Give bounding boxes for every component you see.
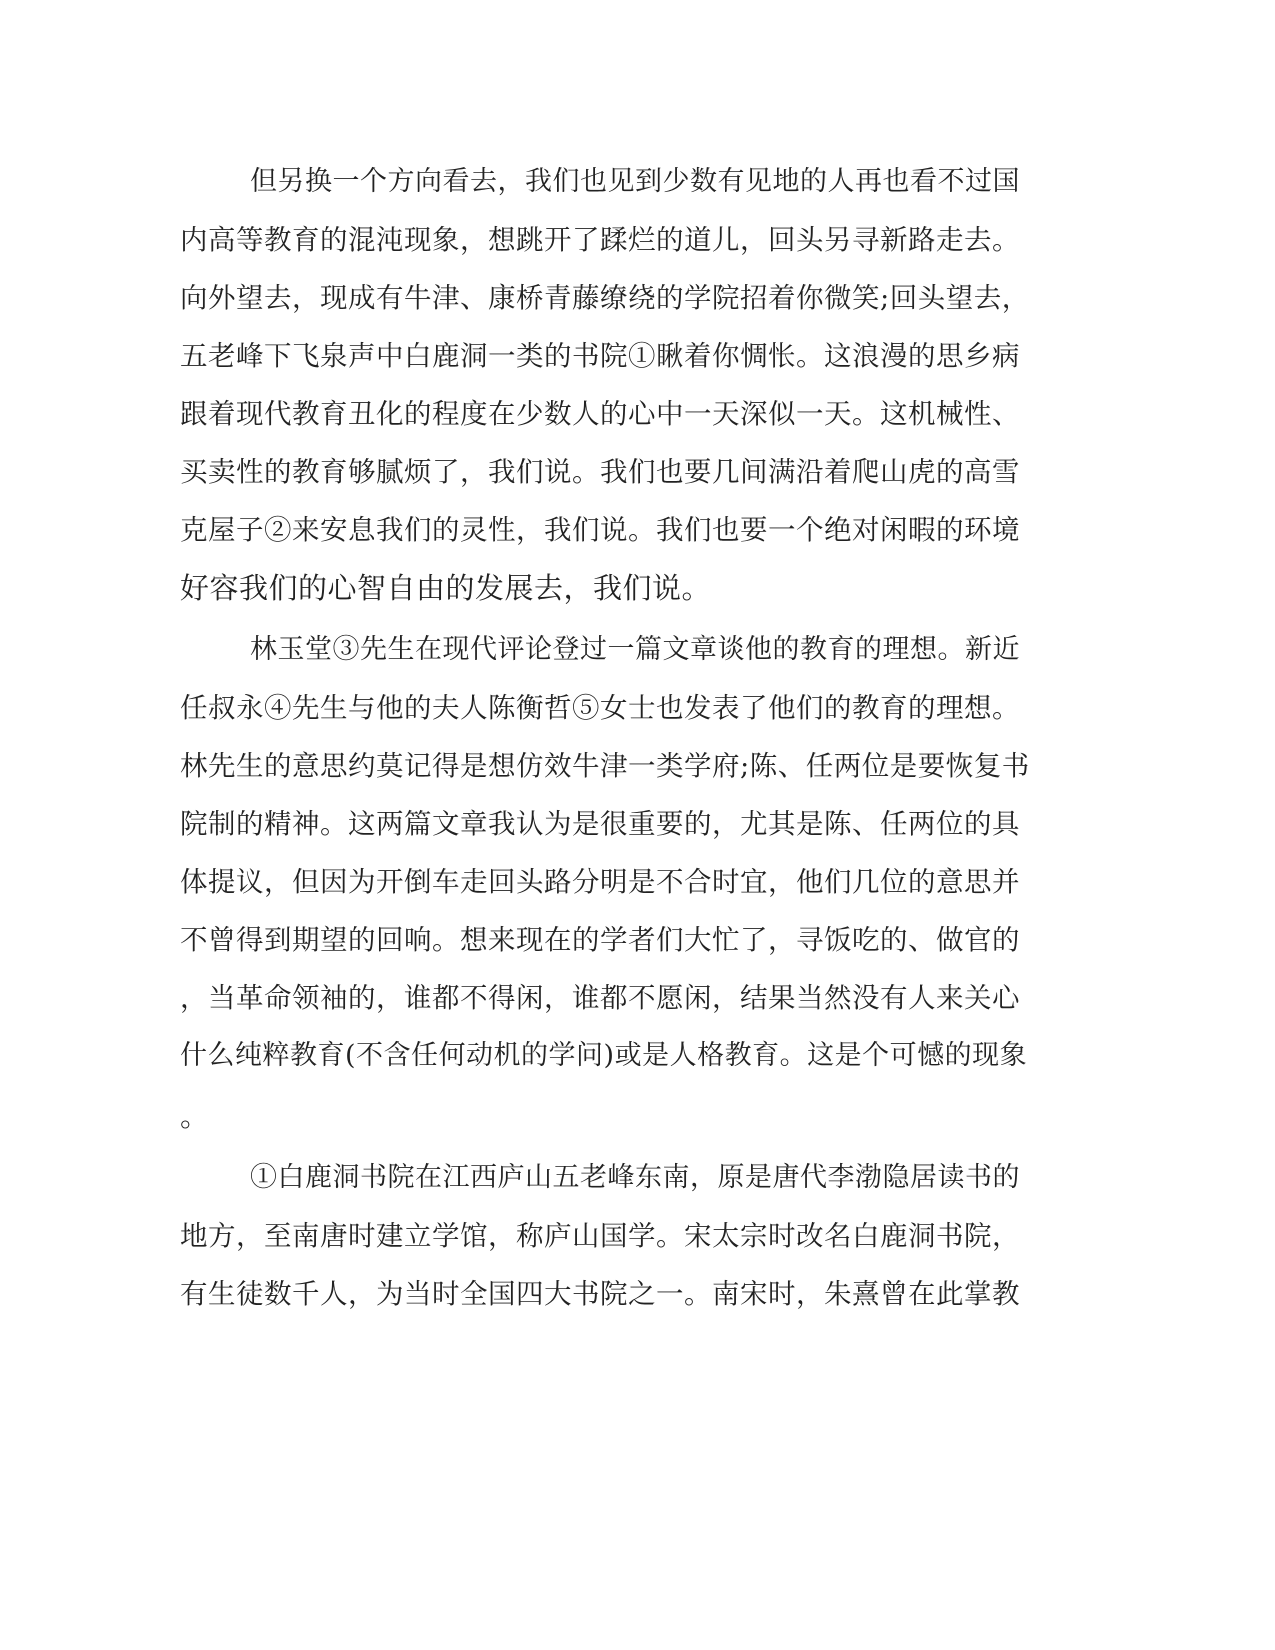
text-line: 跟着现代教育丑化的程度在少数人的心中一天深似一天。这机械性、 <box>180 398 1020 430</box>
text-line: 体提议，但因为开倒车走回头路分明是不合时宜，他们几位的意思并 <box>180 866 1020 898</box>
text-line: 五老峰下飞泉声中白鹿洞一类的书院①瞅着你惆怅。这浪漫的思乡病 <box>180 340 1020 372</box>
text-line: 林玉堂③先生在现代评论登过一篇文章谈他的教育的理想。新近 <box>250 634 1020 665</box>
text-line: 克屋子②来安息我们的灵性，我们说。我们也要一个绝对闲暇的环境 <box>180 514 1020 546</box>
text-line: 什么纯粹教育(不含任何动机的学问)或是人格教育。这是个可憾的现象 <box>180 1040 1028 1071</box>
text-line: 林先生的意思约莫记得是想仿效牛津一类学府;陈、任两位是要恢复书 <box>180 750 1030 782</box>
text-line: 买卖性的教育够腻烦了，我们说。我们也要几间满沿着爬山虎的高雪 <box>180 456 1020 488</box>
text-line: 院制的精神。这两篇文章我认为是很重要的，尤其是陈、任两位的具 <box>180 808 1020 840</box>
text-line: ，当革命领袖的，谁都不得闲，谁都不愿闲，结果当然没有人来关心 <box>180 982 1020 1014</box>
text-line: ①白鹿洞书院在江西庐山五老峰东南，原是唐代李渤隐居读书的 <box>250 1162 1020 1193</box>
text-line: 好容我们的心智自由的发展去，我们说。 <box>180 571 712 605</box>
text-line: 向外望去，现成有牛津、康桥青藤缭绕的学院招着你微笑;回头望去， <box>180 282 1030 314</box>
text-line: 内高等教育的混沌现象，想跳开了蹂烂的道儿，回头另寻新路走去。 <box>180 224 1020 256</box>
text-line: 任叔永④先生与他的夫人陈衡哲⑤女士也发表了他们的教育的理想。 <box>180 692 1020 724</box>
text-line: 地方，至南唐时建立学馆，称庐山国学。宋太宗时改名白鹿洞书院， <box>180 1220 1020 1252</box>
text-line: 。 <box>180 1099 210 1133</box>
text-line: 有生徒数千人，为当时全国四大书院之一。南宋时，朱熹曾在此掌教 <box>180 1278 1020 1310</box>
text-line: 不曾得到期望的回响。想来现在的学者们大忙了，寻饭吃的、做官的 <box>180 924 1020 956</box>
text-line: 但另换一个方向看去，我们也见到少数有见地的人再也看不过国 <box>250 166 1020 197</box>
